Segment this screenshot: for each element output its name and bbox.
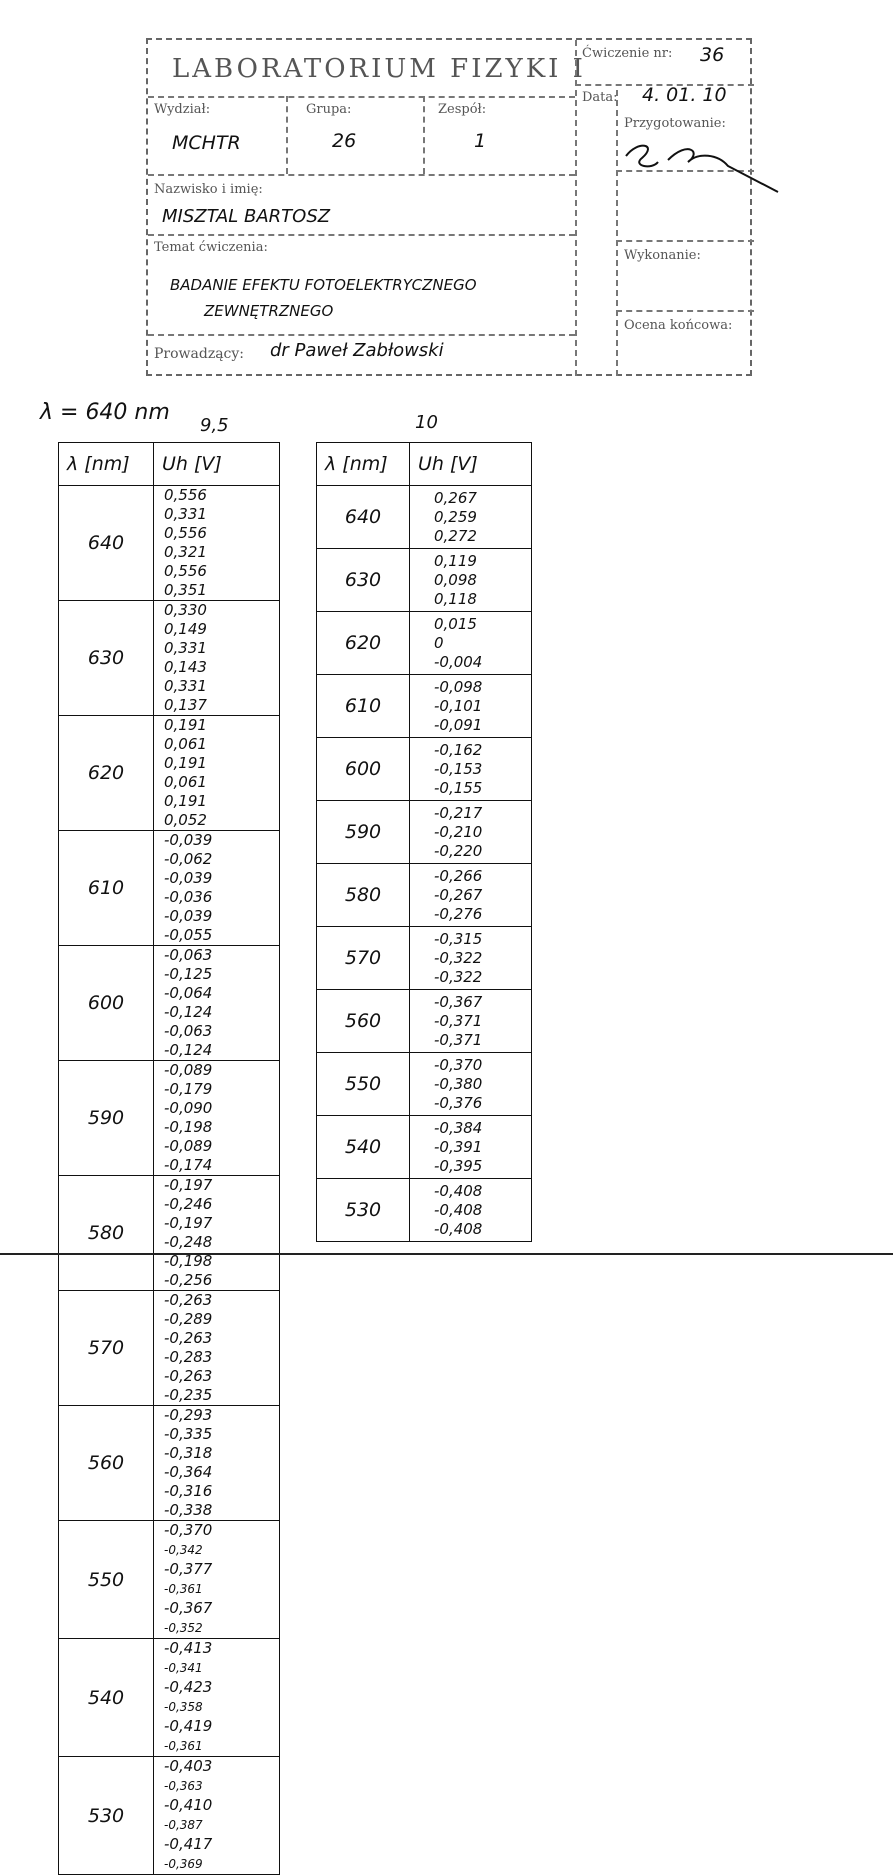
voltage-line bbox=[164, 984, 279, 1022]
wavelength-cell: 570 bbox=[317, 927, 410, 990]
voltage-reading-a: -0,293 bbox=[164, 1406, 213, 1424]
voltage-line bbox=[164, 716, 279, 754]
voltage-line bbox=[164, 754, 279, 792]
voltage-reading-b: 0,137 bbox=[164, 696, 207, 714]
voltage-reading-a: -0,403 bbox=[164, 1757, 213, 1775]
left-header-voltage: Uh [V] bbox=[154, 443, 280, 486]
voltage-reading-b: 0,143 bbox=[164, 658, 207, 676]
voltage-line bbox=[164, 1252, 279, 1290]
voltage-reading-b: 0,061 bbox=[164, 773, 207, 791]
table-row bbox=[317, 486, 532, 549]
voltage-reading-b: -0,179 bbox=[164, 1080, 213, 1098]
voltage-reading-b: 0,061 bbox=[164, 735, 207, 753]
date-label: Data: bbox=[582, 90, 618, 105]
voltage-reading-b: -0,198 bbox=[164, 1118, 213, 1136]
voltage-reading-a: 0,331 bbox=[164, 677, 207, 695]
voltage-line bbox=[164, 1291, 279, 1329]
voltage-reading-a: -0,413 bbox=[164, 1639, 213, 1657]
voltage-reading-a: 0,191 bbox=[164, 716, 207, 734]
voltage-reading-a: -0,063 bbox=[164, 1022, 213, 1040]
voltage-reading-a: 0,556 bbox=[164, 562, 207, 580]
voltage-cell bbox=[154, 1291, 280, 1406]
faculty-label: Wydział: bbox=[154, 102, 211, 117]
voltage-reading-c: -0,342 bbox=[164, 1543, 203, 1557]
topic-line-2: ZEWNĘTRZNEGO bbox=[204, 302, 334, 320]
voltage-cell bbox=[154, 486, 280, 601]
voltage-line bbox=[164, 1678, 279, 1717]
voltage-reading-b: 0,052 bbox=[164, 811, 207, 829]
execution-label: Wykonanie: bbox=[624, 248, 701, 263]
voltage-reading: -0,267 bbox=[434, 885, 483, 904]
voltage-line bbox=[164, 792, 279, 830]
wavelength-cell: 640 bbox=[317, 486, 410, 549]
voltage-cell bbox=[154, 1176, 280, 1291]
voltage-cell bbox=[154, 946, 280, 1061]
voltage-reading-c: -0,358 bbox=[164, 1700, 203, 1714]
voltage-line bbox=[164, 1022, 279, 1060]
voltage-reading: -0,091 bbox=[434, 715, 483, 734]
voltage-cell bbox=[410, 612, 532, 675]
table-row bbox=[59, 1406, 280, 1521]
voltage-line bbox=[164, 486, 279, 524]
voltage-cell bbox=[154, 1521, 280, 1639]
voltage-line bbox=[164, 1061, 279, 1099]
voltage-line bbox=[164, 1444, 279, 1482]
team-value: 1 bbox=[474, 130, 487, 152]
voltage-reading: -0,101 bbox=[434, 696, 483, 715]
voltage-line bbox=[164, 1560, 279, 1599]
voltage-cell bbox=[154, 831, 280, 946]
right-measurement-table bbox=[316, 442, 532, 1242]
voltage-line bbox=[164, 1099, 279, 1137]
voltage-reading-a: -0,316 bbox=[164, 1482, 213, 1500]
wavelength-cell: 550 bbox=[59, 1521, 154, 1639]
voltage-reading-c: -0,361 bbox=[164, 1739, 203, 1753]
voltage-reading-a: 0,330 bbox=[164, 601, 207, 619]
voltage-reading-a: -0,064 bbox=[164, 984, 213, 1002]
voltage-line bbox=[164, 1176, 279, 1214]
voltage-reading: 0,272 bbox=[434, 526, 477, 545]
voltage-reading: -0,217 bbox=[434, 803, 483, 822]
voltage-reading-a: -0,318 bbox=[164, 1444, 213, 1462]
voltage-reading-b: -0,246 bbox=[164, 1195, 213, 1213]
left-measurement-table bbox=[58, 442, 280, 1875]
voltage-reading: -0,153 bbox=[434, 759, 483, 778]
wavelength-cell: 540 bbox=[317, 1116, 410, 1179]
table-row bbox=[317, 675, 532, 738]
voltage-reading-a: -0,089 bbox=[164, 1061, 213, 1079]
voltage-cell bbox=[410, 738, 532, 801]
voltage-line bbox=[164, 1482, 279, 1520]
voltage-reading-b: -0,283 bbox=[164, 1348, 213, 1366]
group-label: Grupa: bbox=[306, 102, 352, 117]
voltage-reading: 0,119 bbox=[434, 551, 477, 570]
wavelength-cell: 580 bbox=[317, 864, 410, 927]
wavelength-cell: 610 bbox=[59, 831, 154, 946]
team-label: Zespół: bbox=[438, 102, 487, 117]
voltage-reading-b: 0,321 bbox=[164, 543, 207, 561]
table-row bbox=[317, 990, 532, 1053]
voltage-reading-b: -0,125 bbox=[164, 965, 213, 983]
voltage-reading-c: -0,363 bbox=[164, 1779, 203, 1793]
voltage-reading-a: 0,191 bbox=[164, 792, 207, 810]
voltage-reading-b: -0,335 bbox=[164, 1425, 213, 1443]
voltage-line bbox=[164, 1599, 279, 1638]
voltage-reading-b: -0,364 bbox=[164, 1463, 213, 1481]
voltage-cell bbox=[154, 1639, 280, 1757]
voltage-cell bbox=[410, 1179, 532, 1242]
table-row bbox=[59, 1176, 280, 1291]
voltage-reading: 0,259 bbox=[434, 507, 477, 526]
voltage-line bbox=[164, 1639, 279, 1678]
table-row bbox=[59, 1291, 280, 1406]
voltage-reading-a: 0,556 bbox=[164, 524, 207, 542]
table-row bbox=[59, 1521, 280, 1639]
wavelength-cell: 620 bbox=[317, 612, 410, 675]
wavelength-cell: 540 bbox=[59, 1639, 154, 1757]
voltage-reading: -0,322 bbox=[434, 967, 483, 986]
voltage-line bbox=[164, 869, 279, 907]
faculty-value: MCHTR bbox=[172, 132, 241, 154]
voltage-reading-b: -0,062 bbox=[164, 850, 213, 868]
wavelength-cell: 570 bbox=[59, 1291, 154, 1406]
table-row bbox=[59, 601, 280, 716]
prepared-label: Przygotowanie: bbox=[624, 116, 726, 131]
voltage-cell bbox=[154, 1061, 280, 1176]
voltage-reading-b: -0,235 bbox=[164, 1386, 213, 1404]
voltage-reading: -0,384 bbox=[434, 1118, 483, 1137]
voltage-reading: -0,162 bbox=[434, 740, 483, 759]
instructor-label: Prowadzący: bbox=[154, 346, 245, 362]
wavelength-cell: 530 bbox=[317, 1179, 410, 1242]
table-row bbox=[317, 927, 532, 990]
table-row bbox=[59, 1757, 280, 1875]
left-header-lambda: λ [nm] bbox=[59, 443, 154, 486]
voltage-reading-a: -0,039 bbox=[164, 907, 213, 925]
wavelength-cell: 590 bbox=[317, 801, 410, 864]
voltage-line bbox=[164, 1406, 279, 1444]
voltage-reading-a: -0,419 bbox=[164, 1717, 213, 1735]
voltage-reading-a: 0,556 bbox=[164, 486, 207, 504]
group-value: 26 bbox=[332, 130, 357, 152]
voltage-reading: 0,098 bbox=[434, 570, 477, 589]
voltage-reading-c: -0,369 bbox=[164, 1857, 203, 1871]
voltage-line bbox=[164, 907, 279, 945]
wavelength-cell: 620 bbox=[59, 716, 154, 831]
voltage-line bbox=[164, 601, 279, 639]
wavelength-cell: 550 bbox=[317, 1053, 410, 1116]
voltage-reading-a: -0,039 bbox=[164, 869, 213, 887]
wavelength-cell: 600 bbox=[317, 738, 410, 801]
voltage-reading-a: -0,263 bbox=[164, 1291, 213, 1309]
voltage-reading-a: -0,263 bbox=[164, 1329, 213, 1347]
voltage-reading-c: -0,361 bbox=[164, 1582, 203, 1596]
voltage-reading: -0,380 bbox=[434, 1074, 483, 1093]
voltage-cell bbox=[410, 675, 532, 738]
voltage-reading-a: 0,331 bbox=[164, 639, 207, 657]
wavelength-cell: 600 bbox=[59, 946, 154, 1061]
voltage-reading: -0,391 bbox=[434, 1137, 483, 1156]
voltage-reading: -0,408 bbox=[434, 1200, 483, 1219]
voltage-reading: -0,315 bbox=[434, 929, 483, 948]
voltage-reading: -0,395 bbox=[434, 1156, 483, 1175]
right-header-lambda: λ [nm] bbox=[317, 443, 410, 486]
voltage-line bbox=[164, 1757, 279, 1796]
voltage-reading: -0,155 bbox=[434, 778, 483, 797]
table-row bbox=[317, 612, 532, 675]
voltage-cell bbox=[410, 549, 532, 612]
voltage-reading-b: -0,248 bbox=[164, 1233, 213, 1251]
signature-mark bbox=[618, 130, 782, 200]
page-bottom-rule bbox=[0, 1253, 893, 1255]
wavelength-cell: 530 bbox=[59, 1757, 154, 1875]
exercise-number: 36 bbox=[700, 44, 725, 66]
grade-label: Ocena końcowa: bbox=[624, 318, 733, 333]
voltage-reading: -0,266 bbox=[434, 866, 483, 885]
voltage-line bbox=[164, 1835, 279, 1874]
voltage-reading: -0,004 bbox=[434, 652, 483, 671]
voltage-reading: -0,367 bbox=[434, 992, 483, 1011]
voltage-reading-c: -0,352 bbox=[164, 1621, 203, 1635]
wavelength-cell: 580 bbox=[59, 1176, 154, 1291]
table-row bbox=[317, 1116, 532, 1179]
voltage-reading: -0,370 bbox=[434, 1055, 483, 1074]
voltage-reading: -0,371 bbox=[434, 1011, 483, 1030]
voltage-reading-a: -0,063 bbox=[164, 946, 213, 964]
date-value: 4. 01. 10 bbox=[642, 84, 727, 106]
voltage-cell bbox=[410, 1053, 532, 1116]
left-table-tag: 9,5 bbox=[200, 415, 229, 436]
voltage-reading: -0,408 bbox=[434, 1181, 483, 1200]
voltage-reading: 0,015 bbox=[434, 614, 477, 633]
wavelength-cell: 610 bbox=[317, 675, 410, 738]
topic-label: Temat ćwiczenia: bbox=[154, 240, 268, 255]
table-row bbox=[317, 864, 532, 927]
voltage-line bbox=[164, 1521, 279, 1560]
voltage-reading-b: -0,256 bbox=[164, 1271, 213, 1289]
voltage-reading: -0,276 bbox=[434, 904, 483, 923]
voltage-cell bbox=[154, 716, 280, 831]
wavelength-cell: 630 bbox=[317, 549, 410, 612]
voltage-reading-b: -0,036 bbox=[164, 888, 213, 906]
voltage-line bbox=[164, 1214, 279, 1252]
table-row bbox=[317, 1179, 532, 1242]
table-row bbox=[317, 549, 532, 612]
voltage-line bbox=[164, 831, 279, 869]
voltage-reading: -0,376 bbox=[434, 1093, 483, 1112]
name-value: MISZTAL BARTOSZ bbox=[162, 206, 331, 227]
name-label: Nazwisko i imię: bbox=[154, 182, 263, 197]
table-row bbox=[59, 1061, 280, 1176]
lab-title: LABORATORIUM FIZYKI I bbox=[172, 54, 586, 84]
voltage-reading-a: -0,367 bbox=[164, 1599, 213, 1617]
voltage-cell bbox=[154, 601, 280, 716]
voltage-line bbox=[164, 1796, 279, 1835]
voltage-reading-b: 0,331 bbox=[164, 505, 207, 523]
voltage-reading-b: -0,124 bbox=[164, 1041, 213, 1059]
wavelength-cell: 560 bbox=[59, 1406, 154, 1521]
voltage-reading-b: -0,338 bbox=[164, 1501, 213, 1519]
table-row bbox=[317, 801, 532, 864]
voltage-reading: -0,098 bbox=[434, 677, 483, 696]
voltage-cell bbox=[410, 486, 532, 549]
table-row bbox=[317, 1053, 532, 1116]
voltage-reading: -0,220 bbox=[434, 841, 483, 860]
voltage-reading-a: -0,198 bbox=[164, 1252, 213, 1270]
voltage-line bbox=[164, 677, 279, 715]
voltage-reading: 0 bbox=[434, 633, 444, 652]
voltage-cell bbox=[154, 1757, 280, 1875]
table-row bbox=[59, 946, 280, 1061]
voltage-reading-a: -0,089 bbox=[164, 1137, 213, 1155]
voltage-reading-a: -0,263 bbox=[164, 1367, 213, 1385]
voltage-reading-a: -0,090 bbox=[164, 1099, 213, 1117]
wavelength-cell: 560 bbox=[317, 990, 410, 1053]
voltage-reading-b: -0,124 bbox=[164, 1003, 213, 1021]
voltage-reading: 0,267 bbox=[434, 488, 477, 507]
voltage-cell bbox=[410, 927, 532, 990]
right-table-tag: 10 bbox=[415, 412, 438, 433]
voltage-reading-a: 0,191 bbox=[164, 754, 207, 772]
voltage-reading: -0,210 bbox=[434, 822, 483, 841]
voltage-reading: -0,371 bbox=[434, 1030, 483, 1049]
table-row bbox=[59, 716, 280, 831]
voltage-reading-a: -0,370 bbox=[164, 1521, 213, 1539]
voltage-reading-a: -0,410 bbox=[164, 1796, 213, 1814]
voltage-reading: -0,322 bbox=[434, 948, 483, 967]
lab-report-header-form bbox=[146, 38, 752, 376]
voltage-reading-b: -0,289 bbox=[164, 1310, 213, 1328]
voltage-cell bbox=[410, 990, 532, 1053]
voltage-line bbox=[164, 1367, 279, 1405]
voltage-reading-b: -0,055 bbox=[164, 926, 213, 944]
table-row bbox=[59, 1639, 280, 1757]
voltage-reading: 0,118 bbox=[434, 589, 477, 608]
voltage-reading-c: -0,341 bbox=[164, 1661, 203, 1675]
voltage-reading-a: -0,377 bbox=[164, 1560, 213, 1578]
topic-line-1: BADANIE EFEKTU FOTOELEKTRYCZNEGO bbox=[170, 276, 477, 294]
voltage-line bbox=[164, 524, 279, 562]
voltage-line bbox=[164, 1137, 279, 1175]
voltage-cell bbox=[410, 864, 532, 927]
table-row bbox=[59, 486, 280, 601]
voltage-line bbox=[164, 946, 279, 984]
voltage-cell bbox=[410, 801, 532, 864]
voltage-reading-a: -0,423 bbox=[164, 1678, 213, 1696]
exercise-label: Ćwiczenie nr: bbox=[582, 46, 673, 61]
voltage-reading-b: 0,351 bbox=[164, 581, 207, 599]
voltage-line bbox=[164, 639, 279, 677]
voltage-reading-a: -0,417 bbox=[164, 1835, 213, 1853]
table-row bbox=[317, 738, 532, 801]
lambda-note: λ = 640 nm bbox=[40, 400, 170, 425]
voltage-reading-a: -0,039 bbox=[164, 831, 213, 849]
voltage-line bbox=[164, 1717, 279, 1756]
instructor-value: dr Paweł Zabłowski bbox=[270, 340, 444, 361]
voltage-reading-b: 0,149 bbox=[164, 620, 207, 638]
voltage-cell bbox=[154, 1406, 280, 1521]
wavelength-cell: 590 bbox=[59, 1061, 154, 1176]
wavelength-cell: 630 bbox=[59, 601, 154, 716]
voltage-reading-a: -0,197 bbox=[164, 1214, 213, 1232]
voltage-reading-b: -0,174 bbox=[164, 1156, 213, 1174]
voltage-line bbox=[164, 1329, 279, 1367]
voltage-reading: -0,408 bbox=[434, 1219, 483, 1238]
wavelength-cell: 640 bbox=[59, 486, 154, 601]
table-row bbox=[59, 831, 280, 946]
voltage-cell bbox=[410, 1116, 532, 1179]
right-header-voltage: Uh [V] bbox=[410, 443, 532, 486]
voltage-reading-c: -0,387 bbox=[164, 1818, 203, 1832]
voltage-line bbox=[164, 562, 279, 600]
voltage-reading-a: -0,197 bbox=[164, 1176, 213, 1194]
